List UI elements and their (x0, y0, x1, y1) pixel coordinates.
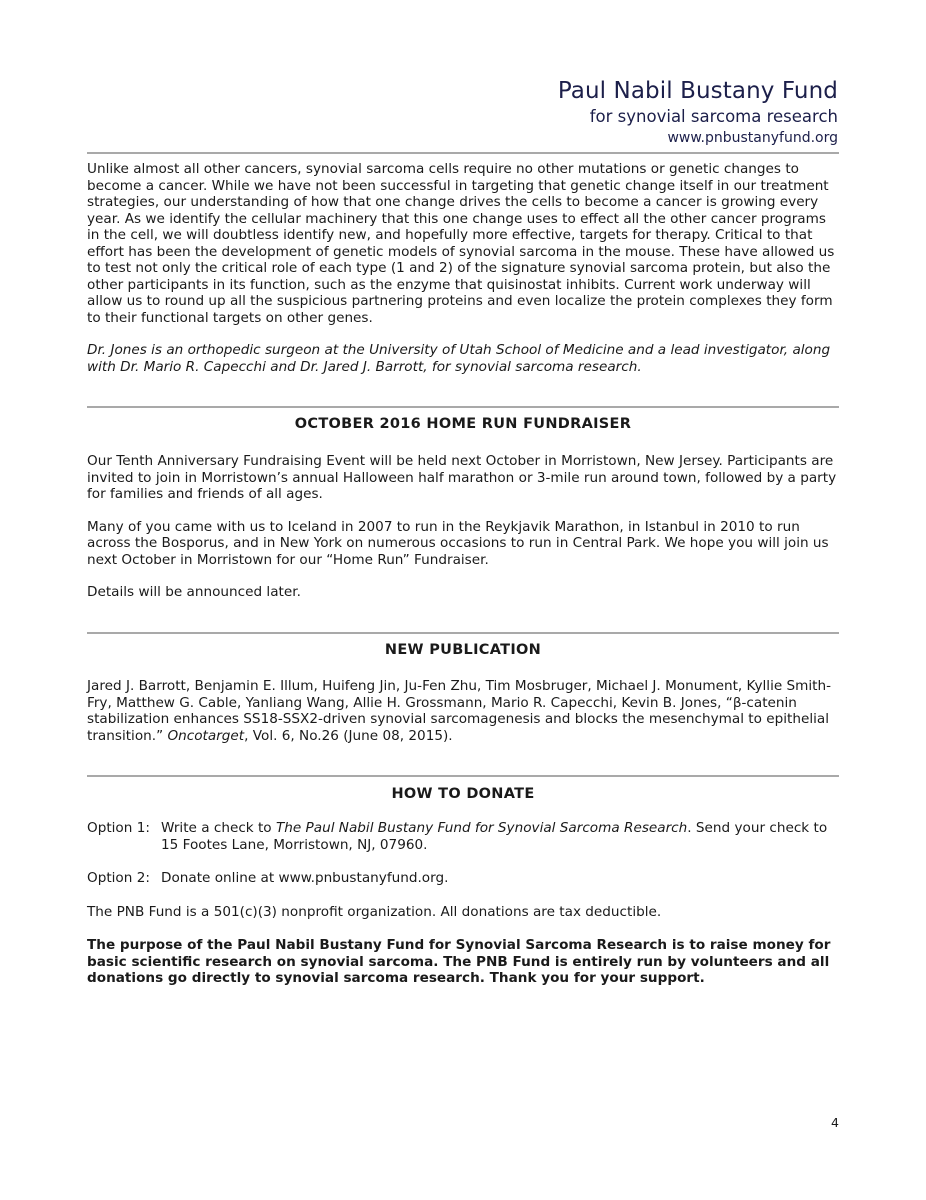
letterhead (558, 76, 838, 149)
publication-citation (87, 678, 839, 744)
fundraiser-paragraph: Our Tenth Anniversary Fundraising Event will be held next October in Morristown, New Jersey. Participants are invited to join in Morristown’s annual Halloween half marathon or 3-mile run around town, followed by a party for families and friends of all ages. (87, 453, 837, 502)
donate-option-1 (87, 820, 839, 853)
intro-section (87, 161, 839, 375)
option-label: Option 1: (87, 820, 150, 836)
purpose-statement: The purpose of the Paul Nabil Bustany Fund for Synovial Sarcoma Research is to raise money for basic scientific research on synovial sarcoma. The PNB Fund is entirely run by volunteers and all donations go directly to synovial sarcoma research. Thank you for your support. (87, 937, 831, 986)
fund-subtitle: for synovial sarcoma research (589, 107, 838, 126)
option-text (161, 820, 839, 853)
citation-details: , Vol. 6, No.26 (June 08, 2015). (244, 727, 453, 744)
option-label: Option 2: (87, 870, 150, 886)
page-number: 4 (831, 1115, 839, 1130)
fund-name: Paul Nabil Bustany Fund (557, 78, 838, 104)
section-divider (87, 775, 839, 777)
section-divider (87, 632, 839, 634)
fundraiser-section (87, 453, 839, 601)
publication-heading: NEW PUBLICATION (384, 642, 542, 658)
citation-text: Jared J. Barrott, Benjamin E. Illum, Huifeng Jin, Ju-Fen Zhu, Tim Mosbruger, Michael J. Monument, Kyllie Smith-Fry, Matthew G. Cable, Yanliang Wang, Allie H. Grossmann, Mario R. Capecchi, Kevin B. Jones, “β-catenin stabilization enhances SS18-SSX2-driven synovial sarcomagenesis and blocks the mesenchymal to epithelial transition.” (87, 678, 832, 744)
journal-name: Oncotarget (167, 727, 245, 744)
intro-paragraph: Unlike almost all other cancers, synovial sarcoma cells require no other mutations or genetic changes to become a cancer. While we have not been successful in targeting that genetic change itself in our treatment strategies, our understanding of how that one change drives the cells to become a cancer is growing every year. As we identify the cellular machinery that this one change uses to effect all the other cancer programs in the cell, we will doubtless identify new, and hopefully more effective, targets for therapy. Critical to that effort has been the development of genetic models of synovial sarcoma in the mouse. These have allowed us to test not only the critical role of each type (1 and 2) of the signature synovial sarcoma protein, but also the other participants in its function, such as the enzyme that quisinostat inhibits. Current work underway will allow us to round up all the suspicious partnering proteins and even localize the protein complexes they form to their functional targets on other genes. (87, 161, 835, 326)
fund-website: www.pnbustanyfund.org (667, 130, 838, 146)
section-divider (87, 406, 839, 408)
fundraiser-paragraph: Many of you came with us to Iceland in 2007 to run in the Reykjavik Marathon, in Istanbul in 2010 to run across the Bosporus, and in New York on numerous occasions to run in Central Park. We hope you will join us next October in Morristown for our “Home Run” Fundraiser. (87, 518, 829, 568)
option-text-part: . Send your check to 15 Footes Lane, Morristown, NJ, 07960. (161, 820, 828, 853)
donate-section (87, 820, 839, 987)
fundraiser-paragraph: Details will be announced later. (87, 584, 301, 600)
publication-section (87, 678, 839, 744)
donate-heading: HOW TO DONATE (391, 786, 535, 802)
fundraiser-heading: OCTOBER 2016 HOME RUN FUNDRAISER (294, 416, 632, 432)
author-note: Dr. Jones is an orthopedic surgeon at the University of Utah School of Medicine and a lead investigator, along with Dr. Mario R. Capecchi and Dr. Jared J. Barrott, for synovial sarcoma research. (87, 342, 831, 375)
donate-option-2 (87, 870, 839, 887)
option-text-part: Write a check to (161, 820, 276, 836)
option-text: Donate online at www.pnbustanyfund.org. (161, 870, 449, 886)
fund-title: The Paul Nabil Bustany Fund for Synovial Sarcoma Research (275, 820, 688, 836)
nonprofit-statement: The PNB Fund is a 501(c)(3) nonprofit organization. All donations are tax deductible. (87, 903, 662, 920)
header-divider (87, 152, 839, 154)
